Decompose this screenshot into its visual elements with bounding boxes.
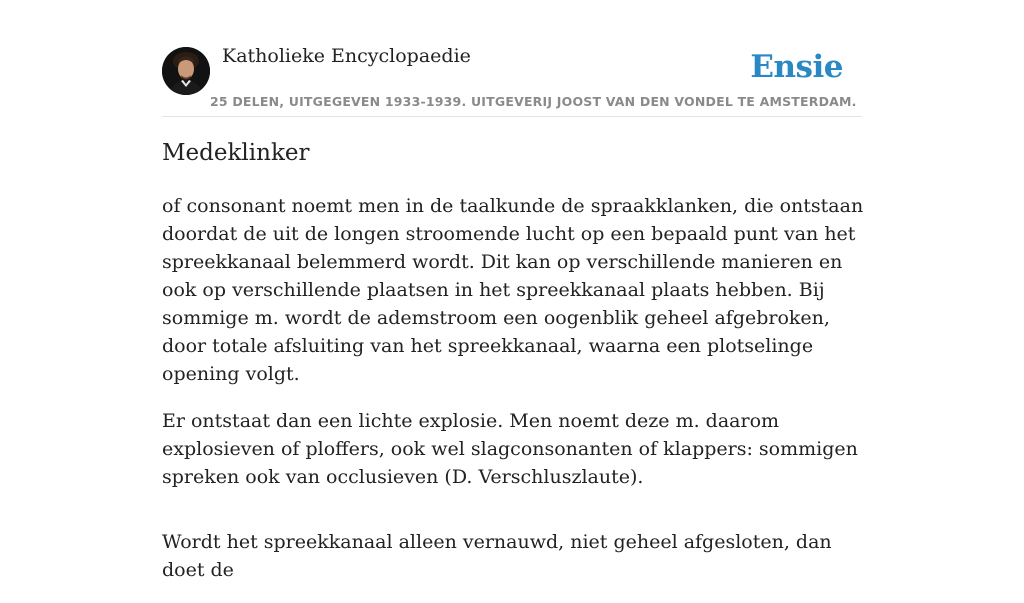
brand-logo[interactable]: Ensie [750, 49, 843, 85]
article-paragraph: Wordt het spreekkanaal alleen vernauwd, niet geheel afgesloten, dan doet de [162, 531, 832, 581]
article-paragraph: of consonant noemt men in de taalkunde de spraakklanken, die ontstaan doordat de uit de longen stroomende lucht op een bepaald punt van het spreekkanaal belemmerd wordt. Dit kan op verschillende manieren en ook op verschillende plaatsen in het spreekkanaal plaats hebben. Bij sommige m. wordt de ademstroom een oogenblik geheel afgebroken, door totale afsluiting van het spreekkanaal, waarna een plotselinge opening volgt. [162, 195, 864, 385]
source-header [162, 0, 862, 117]
article-paragraph: Er ontstaat dan een lichte explosie. Men noemt deze m. daarom explosieven of ploffers, ook wel slagconsonanten of klappers: sommigen spreken ook van occlusieven (D. Verschluszlaute). [162, 410, 858, 488]
page [162, 0, 864, 581]
article-title: Medeklinker [162, 140, 310, 166]
article-body [162, 192, 864, 603]
portrait-image [162, 47, 210, 95]
source-name[interactable]: Katholieke Encyclopaedie [222, 45, 471, 67]
source-avatar[interactable] [162, 47, 210, 95]
source-description: 25 DELEN, UITGEGEVEN 1933-1939. UITGEVERIJ JOOST VAN DEN VONDEL TE AMSTERDAM. [210, 94, 857, 109]
